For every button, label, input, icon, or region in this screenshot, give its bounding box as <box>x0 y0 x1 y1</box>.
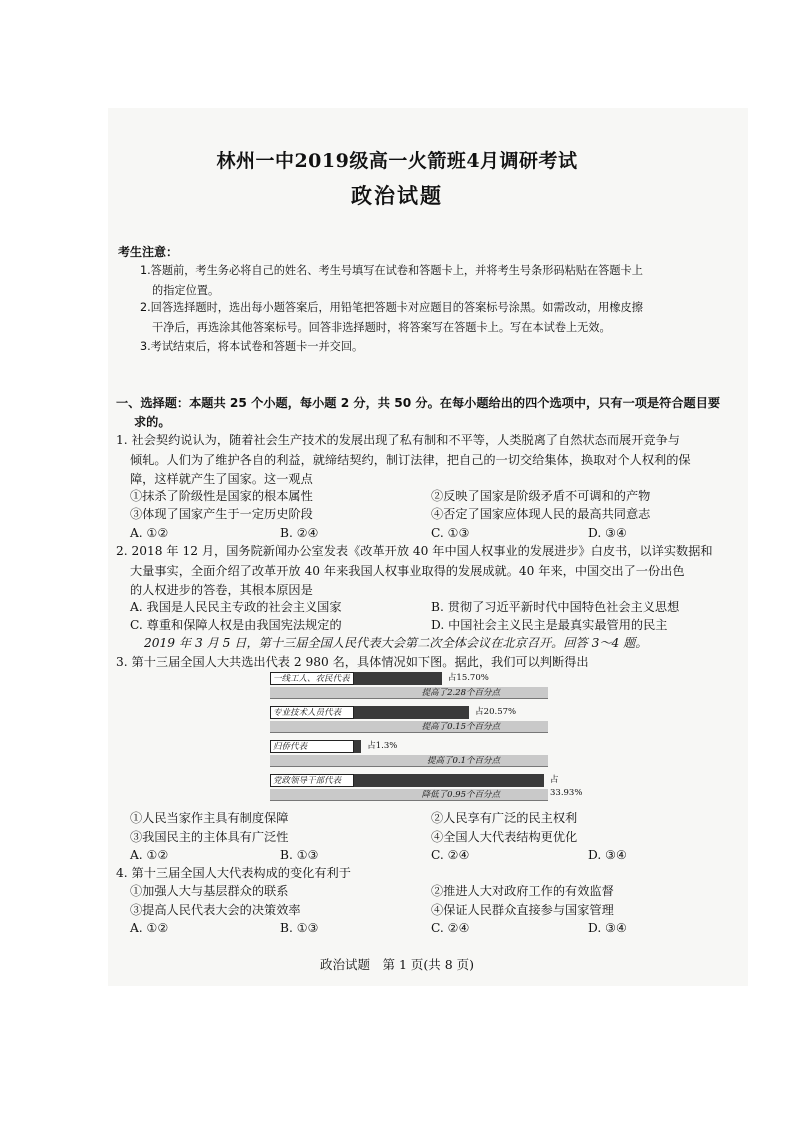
q3-choice-a: A. ①② <box>130 848 169 862</box>
q3-choice-d: D. ③④ <box>588 848 627 862</box>
q2-stem-line: 大量事实，全面介绍了改革开放 40 年来我国人权事业取得的发展成就。40 年来，中国交出了一份出色 <box>130 564 685 578</box>
notice-line: 1.答题前，考生务必将自己的姓名、考生号填写在试卷和答题卡上，并将考生号条形码粘贴在答题卡上 <box>140 264 643 277</box>
chart-bar <box>354 774 544 787</box>
section-heading-cont: 求的。 <box>134 415 171 429</box>
q4-stem: 4. 第十三届全国人大代表构成的变化有利于 <box>116 866 351 880</box>
q3-choice-b: B. ①③ <box>280 848 319 862</box>
notice-line: 2.回答选择题时，选出每小题答案后，用铅笔把答题卡对应题目的答案标号涂黑。如需改动，用橡皮擦 <box>140 301 643 314</box>
page-footer: 政治试题 第 1 页(共 8 页) <box>319 957 475 972</box>
chart-bar <box>354 740 361 753</box>
q3-q4-intro: 2019 年 3 月 5 日，第十三届全国人民代表大会第二次全体会议在北京召开。回答 3～4 题。 <box>144 636 648 650</box>
q1-option-2: ②反映了国家是阶级矛盾不可调和的产物 <box>431 489 651 503</box>
q2-stem-line: 2. 2018 年 12 月，国务院新闻办公室发表《改革开放 40 年中国人权事业的发展进步》白皮书，以详实数据和 <box>116 544 713 558</box>
chart-value-label: 占15.70% <box>447 673 489 683</box>
q3-option-2: ②人民享有广泛的民主权利 <box>431 811 578 825</box>
q1-stem-line: 障，这样就产生了国家。这一观点 <box>130 472 313 486</box>
q4-option-4: ④保证人民群众直接参与国家管理 <box>431 903 614 917</box>
delegate-composition-chart <box>270 670 583 808</box>
q4-choice-c: C. ②④ <box>431 921 470 935</box>
chart-category-label: 一线工人、农民代表 <box>270 672 354 685</box>
chart-value-label: 占20.57% <box>475 707 517 717</box>
chart-category-label: 专业技术人员代表 <box>270 706 354 719</box>
q4-option-2: ②推进人大对政府工作的有效监督 <box>431 884 614 898</box>
chart-change-label: 提高了2.28个百分点 <box>270 687 548 699</box>
q4-option-3: ③提高人民代表大会的决策效率 <box>130 903 301 917</box>
q1-choice-c: C. ①③ <box>431 526 470 540</box>
q1-stem-line: 1. 社会契约说认为，随着社会生产技术的发展出现了私有制和不平等，人类脱离了自然状态而展开竞争与 <box>116 433 680 447</box>
q3-option-1: ①人民当家作主具有制度保障 <box>130 811 289 825</box>
exam-title: 林州一中2019级高一火箭班4月调研考试 <box>216 150 578 172</box>
q3-option-4: ④全国人大代表结构更优化 <box>431 830 578 844</box>
chart-value-label: 占33.93% <box>550 775 583 798</box>
q2-choice-d: D. 中国社会主义民主是最真实最管用的民主 <box>431 618 668 632</box>
q1-option-1: ①抹杀了阶级性是国家的根本属性 <box>130 489 313 503</box>
section-heading: 一、选择题：本题共 25 个小题，每小题 2 分，共 50 分。在每小题给出的四个选项中，只有一项是符合题目要 <box>116 396 721 410</box>
notice-title: 考生注意： <box>118 245 179 259</box>
notice-line: 干净后，再选涂其他答案标号。回答非选择题时，将答案写在答题卡上。写在本试卷上无效。 <box>152 321 611 334</box>
q1-choice-d: D. ③④ <box>588 526 627 540</box>
subject-title: 政治试题 <box>351 183 443 208</box>
q4-choice-b: B. ①③ <box>280 921 319 935</box>
chart-category-label: 归侨代表 <box>270 740 354 753</box>
chart-change-label: 提高了0.1个百分点 <box>270 755 548 767</box>
chart-category-label: 党政领导干部代表 <box>270 774 354 787</box>
q1-stem-line: 倾轧。人们为了维护各自的利益，就缔结契约，制订法律，把自己的一切交给集体，换取对个人权利的保 <box>130 453 691 467</box>
q3-stem: 3. 第十三届全国人大共选出代表 2 980 名，具体情况如下图。据此，我们可以判断得出 <box>116 655 589 669</box>
q4-choice-a: A. ①② <box>130 921 169 935</box>
q4-choice-d: D. ③④ <box>588 921 627 935</box>
q3-option-3: ③我国民主的主体具有广泛性 <box>130 830 289 844</box>
q2-choice-b: B. 贯彻了习近平新时代中国特色社会主义思想 <box>431 600 680 614</box>
notice-line: 的指定位置。 <box>152 284 220 297</box>
q1-option-4: ④否定了国家应体现人民的最高共同意志 <box>431 507 651 521</box>
q4-option-1: ①加强人大与基层群众的联系 <box>130 884 289 898</box>
notice-line: 3.考试结束后，将本试卷和答题卡一并交回。 <box>140 340 364 353</box>
q2-choice-c: C. 尊重和保障人权是由我国宪法规定的 <box>130 618 342 632</box>
q1-choice-a: A. ①② <box>130 526 169 540</box>
q1-choice-b: B. ②④ <box>280 526 319 540</box>
q2-choice-a: A. 我国是人民民主专政的社会主义国家 <box>130 600 342 614</box>
chart-bar <box>354 706 469 719</box>
chart-value-label: 占1.3% <box>367 741 398 751</box>
chart-change-label: 提高了0.15个百分点 <box>270 721 548 733</box>
q1-option-3: ③体现了国家产生于一定历史阶段 <box>130 507 313 521</box>
q2-stem-line: 的人权进步的答卷，其根本原因是 <box>130 583 313 597</box>
q3-choice-c: C. ②④ <box>431 848 470 862</box>
chart-change-label: 降低了0.95个百分点 <box>270 789 548 801</box>
chart-bar <box>354 672 442 685</box>
